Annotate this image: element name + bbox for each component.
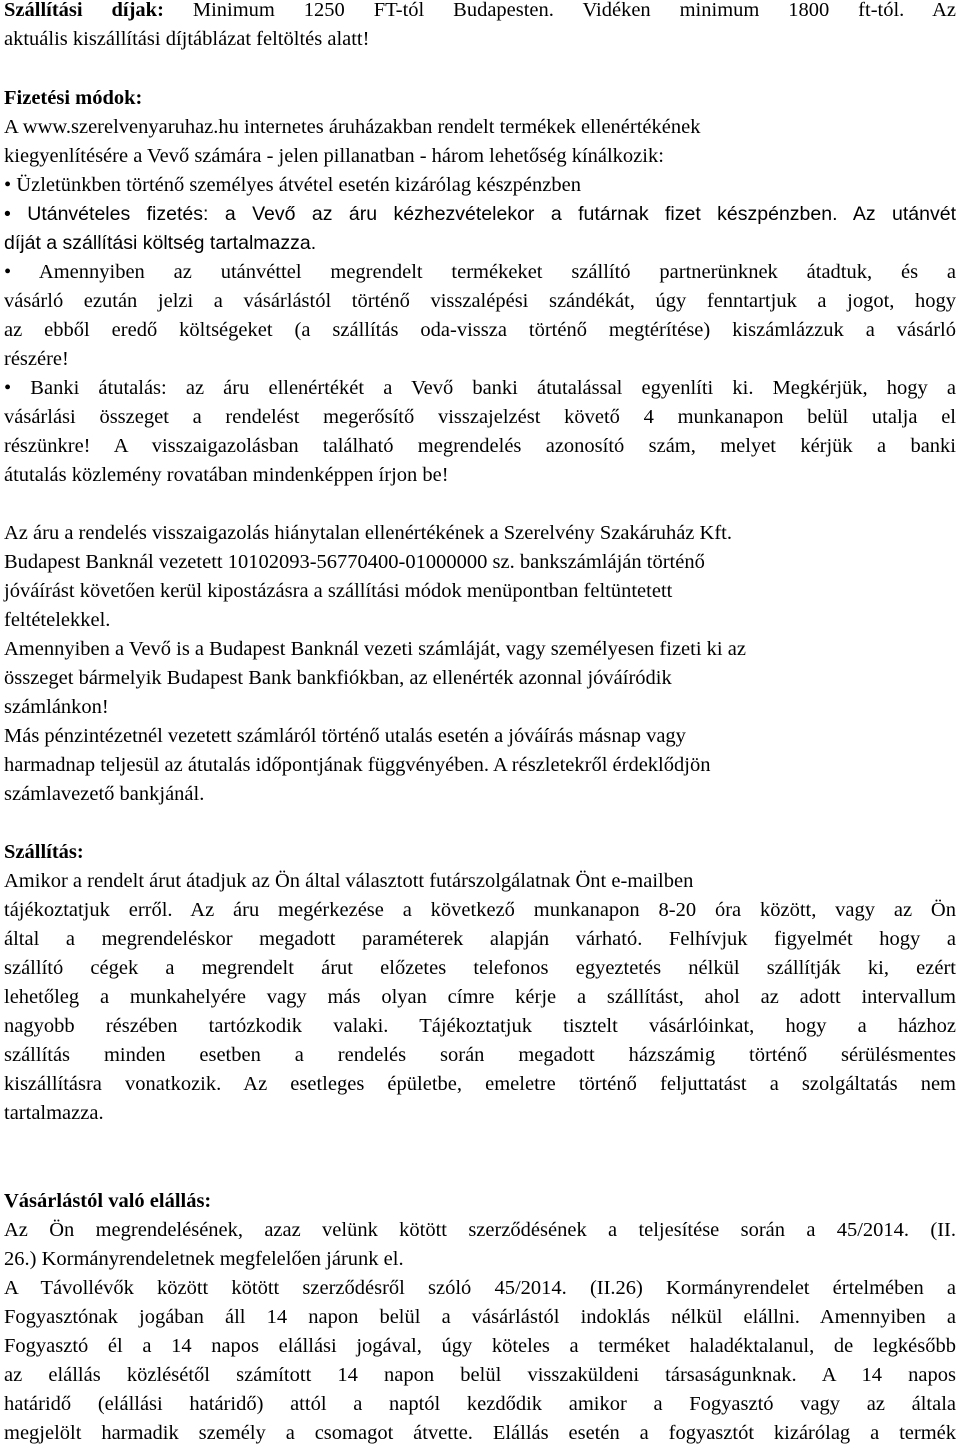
withdrawal-line-1: Az Ön megrendelésének, azaz velünk kötött szerződésének a teljesítése során a 45/2014. (II. <box>4 1219 956 1241</box>
payment-intro-line-1: A www.szerelvenyaruhaz.hu internetes áruházakban rendelt termékek ellenértékének <box>4 116 701 138</box>
bank-info-line-5: Amennyiben a Vevő is a Budapest Banknál vezeti számláját, vagy személyesen fizeti ki az <box>4 638 746 660</box>
bank-info-line-1: Az áru a rendelés visszaigazolás hiánytalan ellenértékének a Szerelvény Szakáruház Kft. <box>4 522 732 544</box>
withdrawal-line-3: A Távollévők között kötött szerződésről szóló 45/2014. (II.26) Kormányrendelet értelmében a <box>4 1277 956 1299</box>
delivery-line-3: által a megrendeléskor megadott paraméterek alapján várható. Felhívjuk figyelmét hogy a <box>4 928 956 950</box>
payment-bullet-transfer-line-1: • Banki átutalás: az áru ellenértékét a Vevő banki átutalással egyenlíti ki. Megkérjük, hogy a <box>4 377 956 399</box>
withdrawal-line-8: megjelölt harmadik személy a csomagot átvette. Elállás esetén a fogyasztót kizárólag a termék <box>4 1422 956 1444</box>
payment-intro-line-2: kiegyenlítésére a Vevő számára - jelen pillanatban - három lehetőség kínálkozik: <box>4 145 664 167</box>
delivery-heading: Szállítás: <box>4 841 84 863</box>
payment-bullet-personal: • Üzletünkben történő személyes átvétel esetén kizárólag készpénzben <box>4 174 581 196</box>
payment-bullet-transfer-line-3: részünkre! A visszaigazolásban található megrendelés azonosító szám, melyet kérjük a banki <box>4 435 956 457</box>
bank-info-line-3: jóváírást követően kerül kipostázásra a szállítási módok menüpontban feltüntetett <box>4 580 673 602</box>
withdrawal-heading: Vásárlástól való elállás: <box>4 1190 212 1212</box>
bank-info-line-2: Budapest Banknál vezetett 10102093-56770400-01000000 sz. bankszámláján történő <box>4 551 705 573</box>
bank-info-line-10: számlavezető bankjánál. <box>4 783 205 805</box>
shipping-fees-line-2: aktuális kiszállítási díjtáblázat feltöltés alatt! <box>4 28 370 50</box>
payment-bullet-transfer-line-2: vásárlási összeget a rendelést megerősítő visszajelzést követő 4 munkanapon belül utalja el <box>4 406 956 428</box>
bank-info-line-9: harmadnap teljesül az átutalás időpontjának függvényében. A részletekről érdeklődjön <box>4 754 711 776</box>
bank-info-line-7: számlánkon! <box>4 696 109 718</box>
withdrawal-line-2: 26.) Kormányrendeletnek megfelelően járunk el. <box>4 1248 404 1270</box>
withdrawal-line-5: Fogyasztó él a 14 napos elállási jogával, úgy köteles a terméket haladéktalanul, de legkésőbb <box>4 1335 956 1357</box>
withdrawal-line-7: határidő (elállási határidő) attól a naptól kezdődik amikor a Fogyasztó vagy az általa <box>4 1393 956 1415</box>
payment-bullet-return-line-4: részére! <box>4 348 69 370</box>
delivery-line-9: tartalmazza. <box>4 1102 104 1124</box>
shipping-fees-text: Minimum 1250 FT-tól Budapesten. Vidéken minimum 1800 ft-tól. Az <box>163 0 956 21</box>
payment-bullet-return-line-3: az ebből eredő költségeket (a szállítás oda-vissza történő megtérítése) kiszámlázzuk a vásárló <box>4 319 956 341</box>
delivery-line-4: szállító cégek a megrendelt árut előzetes telefonos egyeztetés nélkül szállítják ki, ezért <box>4 957 956 979</box>
delivery-line-2: tájékoztatjuk erről. Az áru megérkezése a következő munkanapon 8-20 óra között, vagy az Ön <box>4 899 956 921</box>
shipping-fees-heading: Szállítási díjak: <box>4 0 164 21</box>
delivery-line-6: nagyobb részében tartózkodik valaki. Tájékoztatjuk tisztelt vásárlóinkat, hogy a házhoz <box>4 1015 956 1037</box>
delivery-line-1: Amikor a rendelt árut átadjuk az Ön által választott futárszolgálatnak Önt e-mailben <box>4 870 694 892</box>
delivery-line-5: lehetőleg a munkahelyére vagy más olyan címre kérje a szállítást, ahol az adott intervallum <box>4 986 956 1008</box>
payment-bullet-cod-line-2: díját a szállítási költség tartalmazza. <box>4 232 317 254</box>
delivery-line-7: szállítás minden esetben a rendelés során megadott házszámig történő sérülésmentes <box>4 1044 956 1066</box>
payment-bullet-transfer-line-4: átutalás közlemény rovatában mindenképpen írjon be! <box>4 464 449 486</box>
bank-info-line-8: Más pénzintézetnél vezetett számláról történő utalás esetén a jóváírás másnap vagy <box>4 725 686 747</box>
withdrawal-line-4: Fogyasztónak jogában áll 14 napon belül a vásárlástól indoklás nélkül elállni. Amennyiben a <box>4 1306 956 1328</box>
withdrawal-line-6: az elállás közlésétől számított 14 napon belül visszaküldeni társaságunknak. A 14 napos <box>4 1364 956 1386</box>
delivery-line-8: kiszállításra vonatkozik. Az esetleges épületbe, emeletre történő feljuttatást a szolgáltatás nem <box>4 1073 956 1095</box>
payment-bullet-return-line-2: vásárló ezután jelzi a vásárlástól történő visszalépési szándékát, úgy fenntartjuk a jogot, hogy <box>4 290 956 312</box>
bank-info-line-6: összeget bármelyik Budapest Bank bankfiókban, az ellenérték azonnal jóváíródik <box>4 667 672 689</box>
payment-bullet-cod-line-1: • Utánvételes fizetés: a Vevő az áru kézhezvételekor a futárnak fizet készpénzben. Az utánvét <box>4 203 956 225</box>
shipping-fees-line-1 <box>4 0 956 25</box>
payment-heading: Fizetési módok: <box>4 87 143 109</box>
bank-info-line-4: feltételekkel. <box>4 609 111 631</box>
payment-bullet-return-line-1: • Amennyiben az utánvéttel megrendelt termékeket szállító partnerünknek átadtuk, és a <box>4 261 956 283</box>
